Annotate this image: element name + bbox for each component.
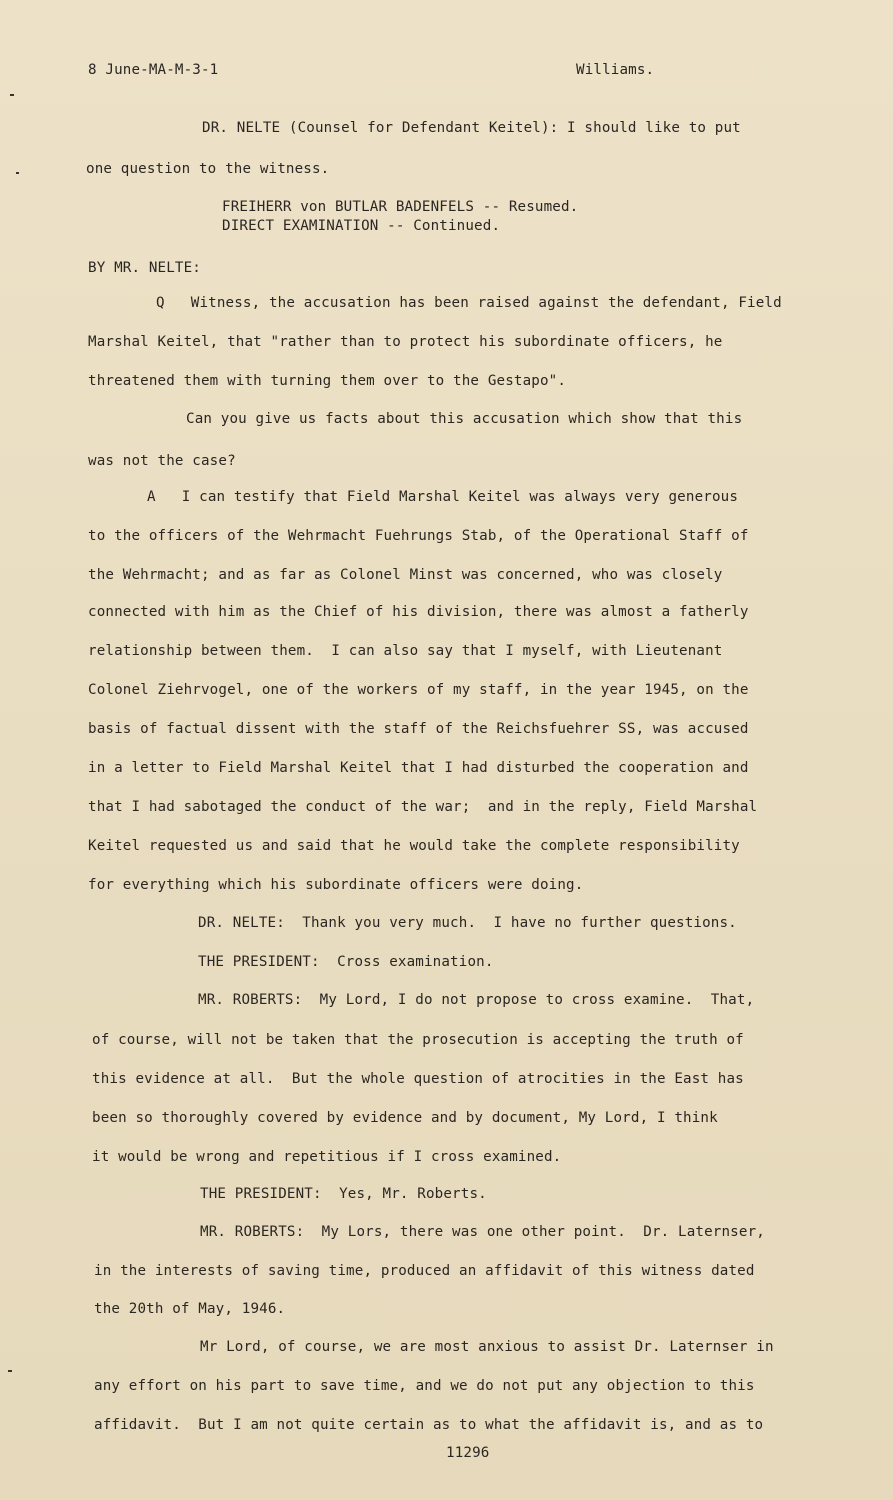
transcript-line: threatened them with turning them over to the Gestapo". xyxy=(88,373,567,389)
margin-mark xyxy=(10,94,14,96)
transcript-line: for everything which his subordinate officers were doing. xyxy=(88,877,584,893)
page-number: 11296 xyxy=(446,1445,490,1461)
transcript-line: the Wehrmacht; and as far as Colonel Minst was concerned, who was closely xyxy=(88,567,723,583)
transcript-line: Can you give us facts about this accusation which show that this xyxy=(186,411,743,427)
transcript-line: been so thoroughly covered by evidence and by document, My Lord, I think xyxy=(92,1110,718,1126)
transcript-line: THE PRESIDENT: Cross examination. xyxy=(198,954,494,970)
transcript-line: relationship between them. I can also say that I myself, with Lieutenant xyxy=(88,643,723,659)
transcript-line: one question to the witness. xyxy=(86,161,330,177)
transcript-line: Marshal Keitel, that "rather than to protect his subordinate officers, he xyxy=(88,334,723,350)
transcript-line: to the officers of the Wehrmacht Fuehrungs Stab, of the Operational Staff of xyxy=(88,528,749,544)
transcript-line: that I had sabotaged the conduct of the war; and in the reply, Field Marshal xyxy=(88,799,758,815)
transcript-line: Colonel Ziehrvogel, one of the workers of my staff, in the year 1945, on the xyxy=(88,682,749,698)
transcript-line: MR. ROBERTS: My Lord, I do not propose to cross examine. That, xyxy=(198,992,755,1008)
transcript-line: BY MR. NELTE: xyxy=(88,260,201,276)
transcript-line: THE PRESIDENT: Yes, Mr. Roberts. xyxy=(200,1186,487,1202)
transcript-line: MR. ROBERTS: My Lors, there was one other point. Dr. Laternser, xyxy=(200,1224,765,1240)
transcript-line: Mr Lord, of course, we are most anxious to assist Dr. Laternser in xyxy=(200,1339,774,1355)
transcript-line: any effort on his part to save time, and we do not put any objection to this xyxy=(94,1378,755,1394)
transcript-line: in a letter to Field Marshal Keitel that I had disturbed the cooperation and xyxy=(88,760,749,776)
margin-mark xyxy=(8,1370,12,1372)
transcript-line: DR. NELTE: Thank you very much. I have no further questions. xyxy=(198,915,737,931)
margin-mark xyxy=(16,172,19,174)
reporter-name: Williams. xyxy=(576,62,655,78)
transcript-line: connected with him as the Chief of his division, there was almost a fatherly xyxy=(88,604,749,620)
transcript-line: of course, will not be taken that the prosecution is accepting the truth of xyxy=(92,1032,744,1048)
transcript-line: Q Witness, the accusation has been raised against the defendant, Field xyxy=(156,295,782,311)
transcript-line: FREIHERR von BUTLAR BADENFELS -- Resumed. xyxy=(222,199,579,215)
transcript-line: affidavit. But I am not quite certain as to what the affidavit is, and as to xyxy=(94,1417,764,1433)
transcript-line: DIRECT EXAMINATION -- Continued. xyxy=(222,218,501,234)
transcript-line: it would be wrong and repetitious if I cross examined. xyxy=(92,1149,562,1165)
transcript-line: the 20th of May, 1946. xyxy=(94,1301,286,1317)
transcript-line: this evidence at all. But the whole question of atrocities in the East has xyxy=(92,1071,744,1087)
page-reference: 8 June-MA-M-3-1 xyxy=(88,62,219,78)
transcript-line: in the interests of saving time, produced an affidavit of this witness dated xyxy=(94,1263,755,1279)
transcript-line: Keitel requested us and said that he would take the complete responsibility xyxy=(88,838,740,854)
transcript-line: basis of factual dissent with the staff of the Reichsfuehrer SS, was accused xyxy=(88,721,749,737)
transcript-line: DR. NELTE (Counsel for Defendant Keitel): I should like to put xyxy=(202,120,741,136)
transcript-line: A I can testify that Field Marshal Keitel was always very generous xyxy=(147,489,739,505)
transcript-line: was not the case? xyxy=(88,453,236,469)
